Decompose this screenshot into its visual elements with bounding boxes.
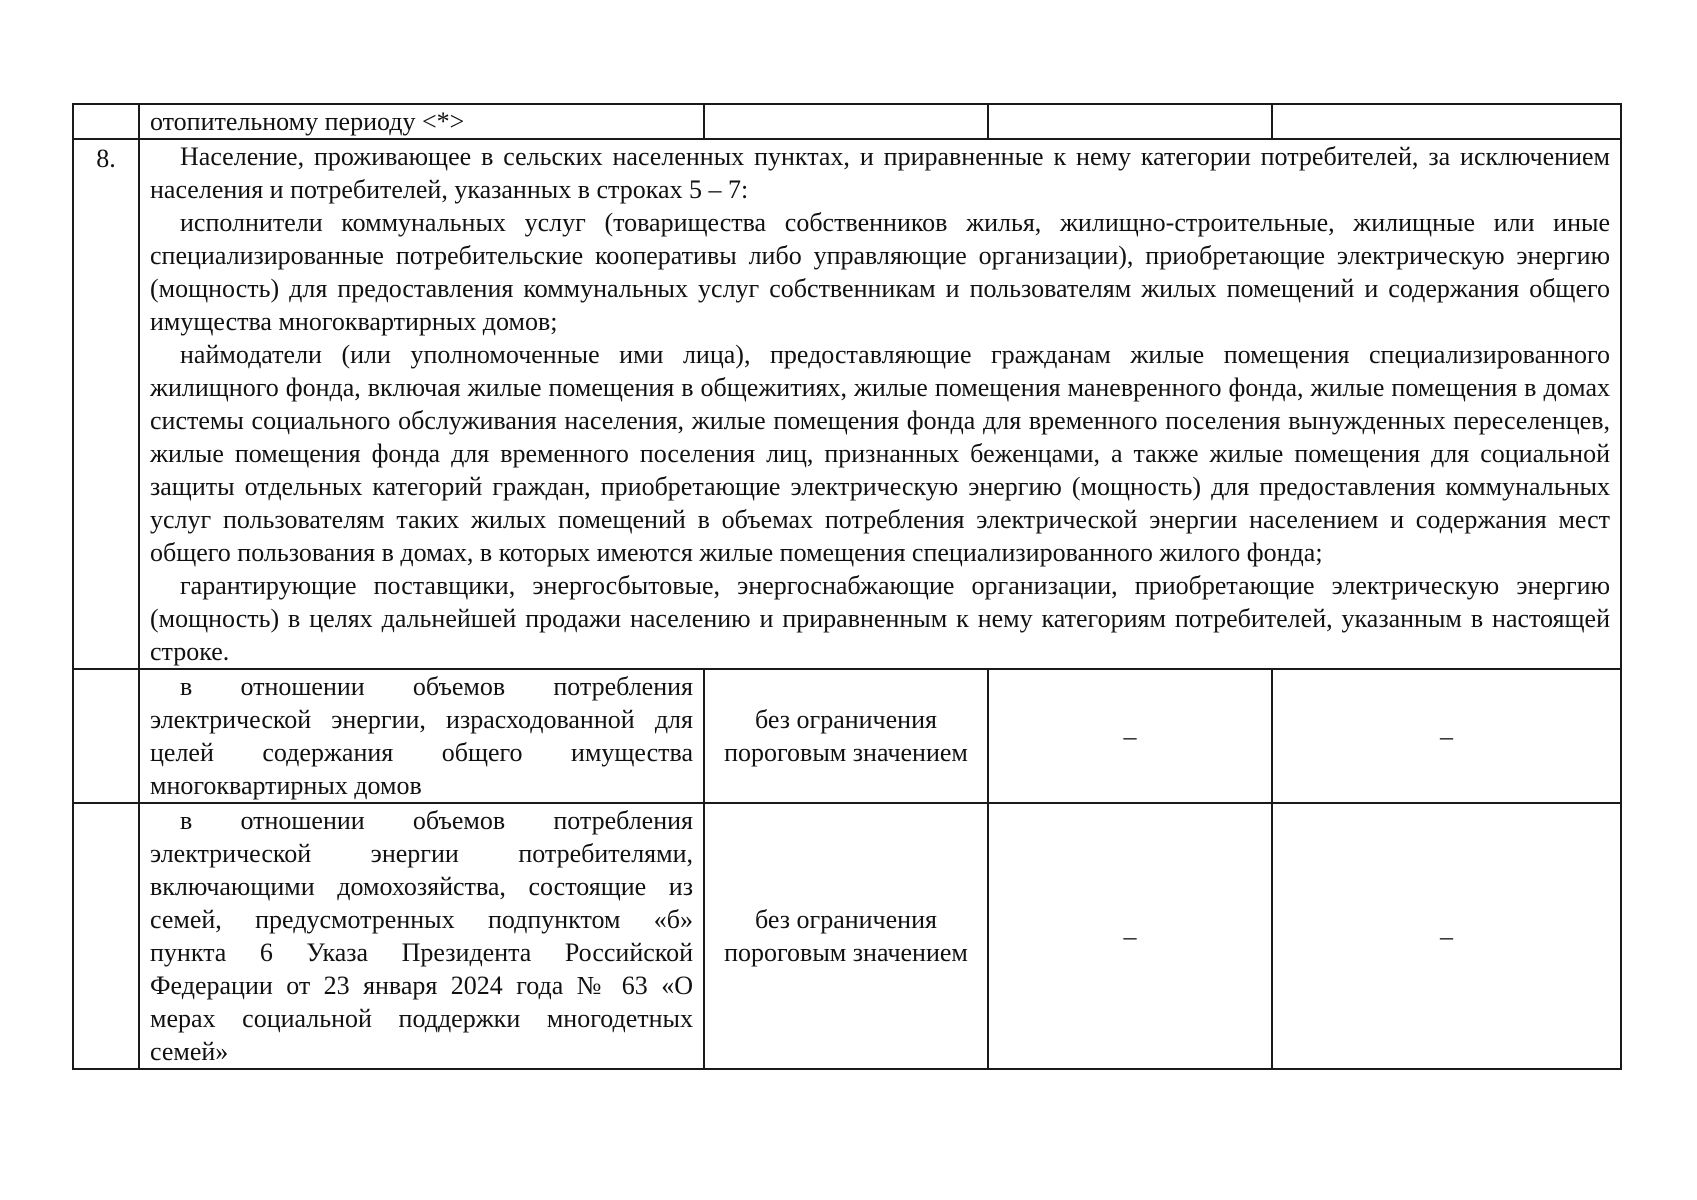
sub-row-description: в отношении объемов потребления электрической энергии потребителями, включающими домохозяйства, состоящие из семей, предусмотренных подпунктом «б» пункта 6 Указа Президента Российской Федерации от 23 января 2024 года № 63 «О мерах социальной поддержки многодетных семей» [150,806,693,1066]
description-cell [139,803,704,1069]
dash-value: – [1123,921,1137,951]
dash-value: – [1440,721,1453,751]
table-row-8 [73,139,1621,669]
table-row [73,669,1621,803]
value-cell-c [1272,669,1621,803]
sub-row-description: в отношении объемов потребления электрической энергии, израсходованной для целей содержания общего имущества многоквартирных домов [150,672,693,800]
value-cell-b [988,104,1272,139]
continuation-text: отопительному периоду <*> [150,107,465,136]
value-cell-b [988,669,1272,803]
paragraph-landlords: наймодатели (или уполномоченные ими лица), предоставляющие гражданам жилые помещения специализированного жилищного фонда, включая жилые помещения в общежитиях, жилые помещения маневренного фонда, жилые помещения в домах системы социального обслуживания населения, жилые помещения фонда для временного поселения вынужденных переселенцев, жилые помещения фонда для временного поселения лиц, признанных беженцами, а также жилые помещения для социальной защиты отдельных категорий граждан, приобретающие электрическую энергию (мощность) для предоставления коммунальных услуг пользователям таких жилых помещений в объемах потребления электрической энергии населением и содержания мест общего пользования в домах, в которых имеются жилые помещения специализированного жилого фонда; [150,340,1610,567]
threshold-cell [704,803,988,1069]
row-number-cell [73,104,139,139]
tariff-table [72,103,1622,1070]
threshold-cell [704,669,988,803]
value-cell-c [1272,104,1621,139]
dash-value: – [1440,921,1453,951]
row-number-cell [73,139,139,669]
threshold-value: без ограничения пороговым значением [724,705,968,767]
description-cell [139,104,704,139]
table-row-continuation [73,104,1621,139]
table-row [73,803,1621,1069]
paragraph-utility-providers: исполнители коммунальных услуг (товарищества собственников жилья, жилищно-строительные, жилищные или иные специализированные потребительские кооперативы либо управляющие организации), приобретающие электрическую энергию (мощность) для предоставления коммунальных услуг собственникам и пользователям жилых помещений и содержания общего имущества многоквартирных домов; [150,208,1610,336]
paragraph-suppliers: гарантирующие поставщики, энергосбытовые, энергоснабжающие организации, приобретающие электрическую энергию (мощность) в целях дальнейшей продажи населению и приравненным к нему категориям потребителей, указанным в настоящей строке. [150,571,1610,666]
paragraph-population: Население, проживающее в сельских населенных пунктах, и приравненные к нему категории потребителей, за исключением населения и потребителей, указанных в строках 5 – 7: [150,142,1610,204]
threshold-value: без ограничения пороговым значением [724,905,968,967]
row-number-cell [73,803,139,1069]
row-8-description [139,139,1621,669]
description-cell [139,669,704,803]
value-cell-c [1272,803,1621,1069]
threshold-cell [704,104,988,139]
dash-value: – [1123,721,1137,751]
row-number: 8. [96,144,116,173]
value-cell-b [988,803,1272,1069]
row-number-cell [73,669,139,803]
